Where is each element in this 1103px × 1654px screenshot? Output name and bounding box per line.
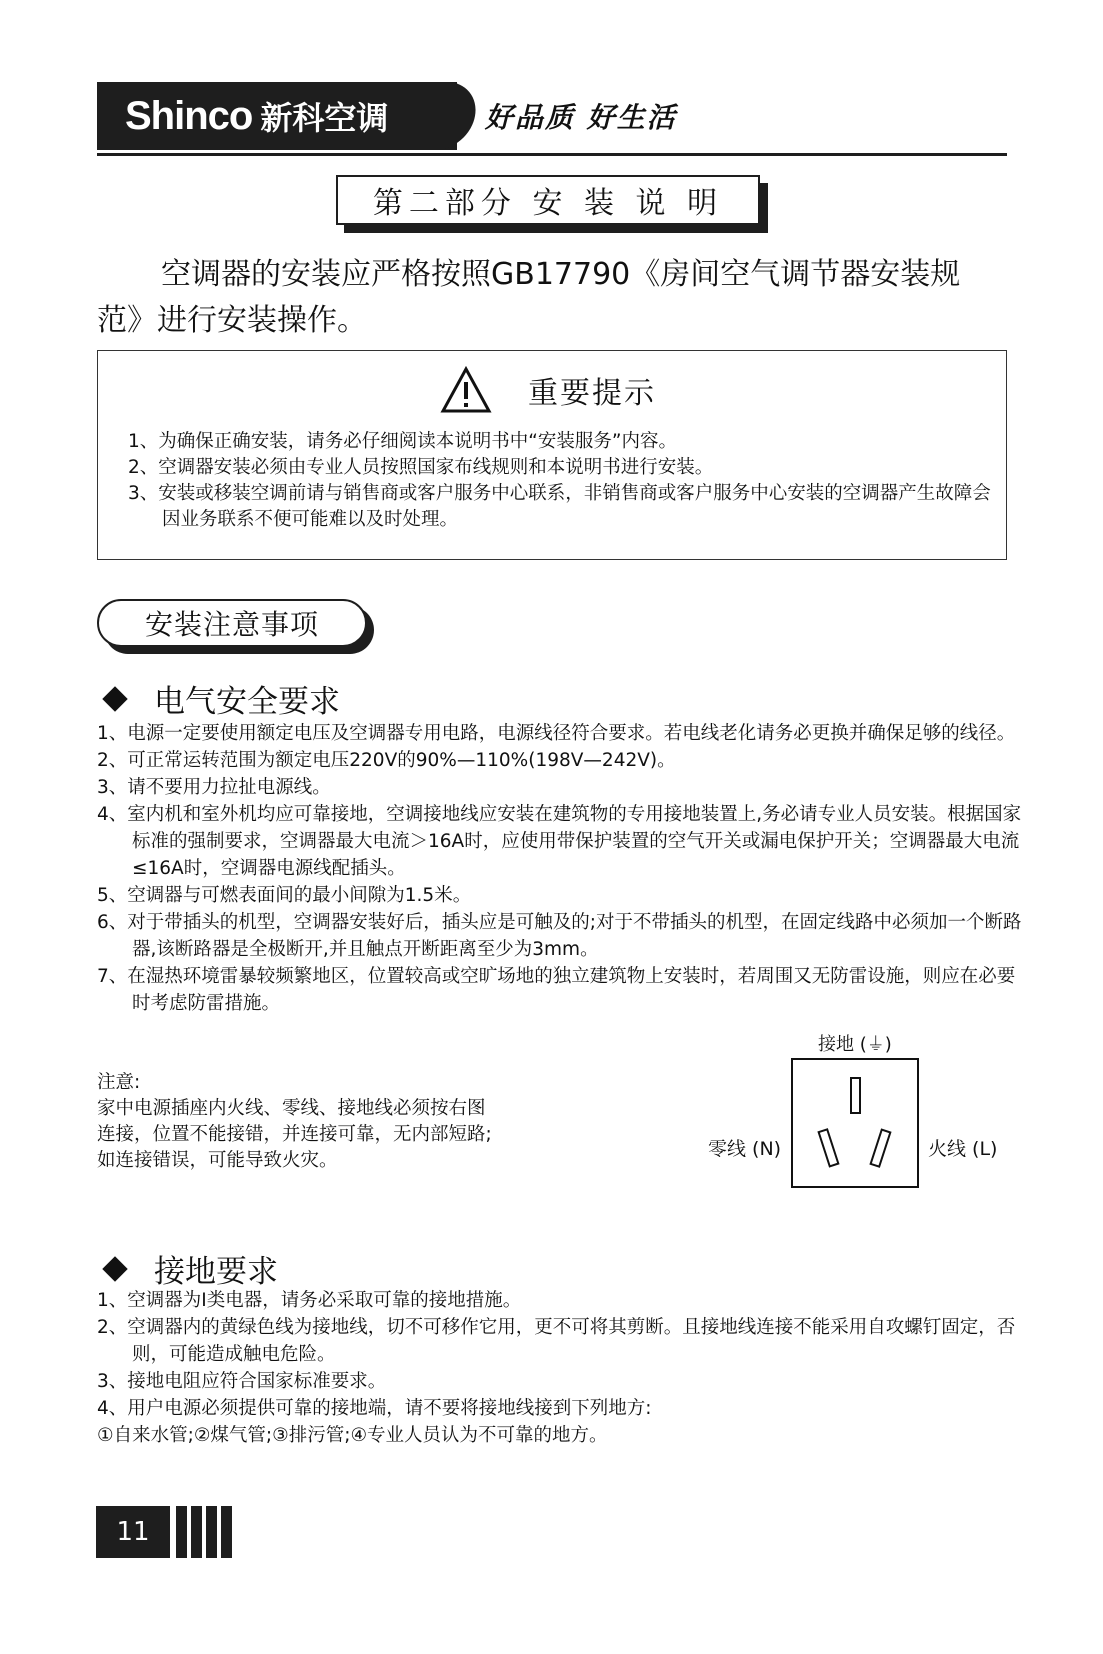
section-title: 安装注意事项 [97, 599, 367, 647]
part-title: 第二部分 安 装 说 明 [336, 175, 760, 225]
live-pin-slot [871, 1130, 891, 1167]
footer-bar [176, 1506, 187, 1558]
list-item: 1、空调器为I类电器，请务必采取可靠的接地措施。 [97, 1290, 522, 1311]
electrical-safety-heading [97, 676, 340, 721]
brand-logo-text: Shinco [125, 93, 253, 138]
grounding-title: 接地要求 [154, 1254, 278, 1290]
intro-paragraph: 空调器的安装应严格按照GB17790《房间空气调节器安装规范》进行安装操作。 [97, 257, 961, 338]
warning-triangle-icon [440, 366, 492, 414]
list-item: 3、接地电阻应符合国家标准要求。 [97, 1371, 387, 1392]
note-line: 家中电源插座内火线、零线、接地线必须按右图 [97, 1098, 486, 1119]
neutral-label: 零线 (N) [708, 1138, 782, 1160]
notice-item: 1、为确保正确安装，请务必仔细阅读本说明书中“安装服务”内容。 [128, 431, 677, 452]
list-item: 4、室内机和室外机均应可靠接地，空调接地线应安装在建筑物的专用接地装置上,务必请专业人员安装。根据国家标准的强制要求，空调器最大电流＞16A时，应使用带保护装置的空气开关或漏电保护开关；空调器最大电流≤16A时，空调器电源线配插头。 [97, 804, 1022, 879]
list-item: ①自来水管;②煤气管;③排污管;④专业人员认为不可靠的地方。 [97, 1425, 608, 1446]
note-label: 注意: [97, 1072, 141, 1093]
brand-header-band [97, 82, 457, 150]
note-line: 如连接错误，可能导致火灾。 [97, 1150, 338, 1171]
list-item: 6、对于带插头的机型，空调器安装好后，插头应是可触及的;对于不带插头的机型，在固定线路中必须加一个断路器,该断路器是全极断开,并且触点开断距离至少为3mm。 [97, 912, 1022, 960]
grounding-heading [97, 1246, 278, 1291]
list-item: 5、空调器与可燃表面间的最小间隙为1.5米。 [97, 885, 472, 906]
note-line: 连接，位置不能接错，并连接可靠，无内部短路; [97, 1124, 492, 1145]
notice-item: 3、安装或移装空调前请与销售商或客户服务中心联系，非销售商或客户服务中心安装的空调器产生故障会因业务联系不便可能难以及时处理。 [128, 483, 991, 530]
electrical-safety-title: 电气安全要求 [154, 684, 340, 720]
wiring-note [97, 1070, 577, 1174]
list-item: 3、请不要用力拉扯电源线。 [97, 777, 331, 798]
grounding-list [97, 1287, 1022, 1449]
electrical-safety-list [97, 720, 1022, 1017]
header-divider [97, 153, 1007, 156]
list-item: 2、空调器内的黄绿色线为接地线，切不可移作它用，更不可将其剪断。且接地线连接不能采用自攻螺钉固定，否则，可能造成触电危险。 [97, 1317, 1016, 1365]
diamond-bullet-icon [102, 1256, 127, 1281]
page-number: 11 [96, 1506, 170, 1558]
live-label: 火线 (L) [928, 1138, 998, 1160]
socket-wiring-diagram [700, 1035, 1030, 1200]
list-item: 2、可正常运转范围为额定电压220V的90%—110%(198V—242V)。 [97, 750, 676, 771]
slogan: 好品质 好生活 [485, 101, 677, 134]
list-item: 4、用户电源必须提供可靠的接地端，请不要将接地线接到下列地方: [97, 1398, 652, 1419]
brand-chinese-name: 新科空调 [260, 99, 389, 137]
notice-list [128, 429, 1008, 533]
earth-label: 接地 (⏚) [818, 1034, 892, 1055]
notice-title: 重要提示 [528, 376, 656, 411]
footer-bar [221, 1506, 232, 1558]
diamond-bullet-icon [102, 686, 127, 711]
earth-pin-slot [851, 1078, 860, 1113]
notice-item: 2、空调器安装必须由专业人员按照国家布线规则和本说明书进行安装。 [128, 457, 714, 478]
list-item: 1、电源一定要使用额定电压及空调器专用电路，电源线径符合要求。若电线老化请务必更换并确保足够的线径。 [97, 723, 1016, 744]
footer-bar [191, 1506, 202, 1558]
footer-bar [206, 1506, 217, 1558]
list-item: 7、在湿热环境雷暴较频繁地区，位置较高或空旷场地的独立建筑物上安装时，若周围又无防雷设施，则应在必要时考虑防雷措施。 [97, 966, 1016, 1014]
neutral-pin-slot [819, 1129, 839, 1166]
notice-header [440, 366, 656, 414]
